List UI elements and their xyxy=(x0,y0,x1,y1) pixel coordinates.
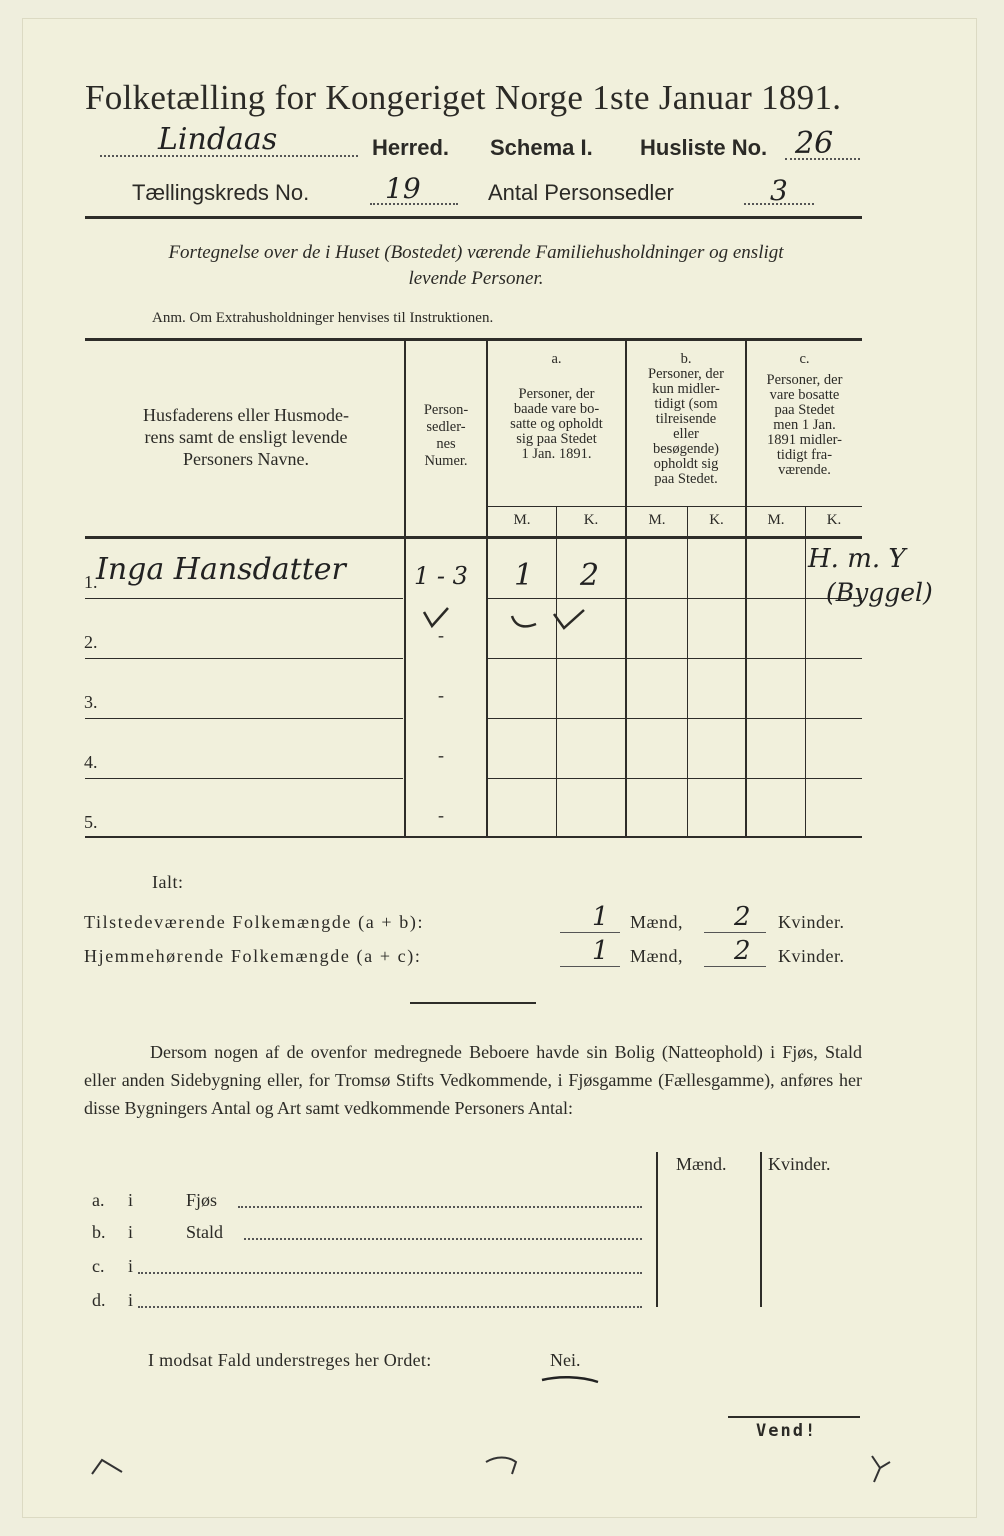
husliste-value: 26 xyxy=(795,126,834,161)
nei-underline xyxy=(540,1372,602,1386)
row-rule-3b xyxy=(488,718,862,719)
check-mark-icon-3 xyxy=(554,610,584,628)
intro-line2: levende Personer. xyxy=(408,268,544,289)
totals-line1-m-line xyxy=(560,932,620,933)
corner-mark-left-icon xyxy=(88,1452,128,1482)
col-header-c-letter: c. xyxy=(799,351,810,367)
totals-line1-k-line xyxy=(704,932,766,933)
building-a-dots xyxy=(238,1206,642,1208)
col-header-names xyxy=(96,404,396,470)
buildings-divider-1 xyxy=(656,1152,658,1307)
col-header-c-l5: 1891 midler- xyxy=(766,432,842,448)
building-c-letter: c. xyxy=(92,1256,105,1276)
col-header-number-l3: nes xyxy=(436,436,456,452)
totals-line1-m: 1 xyxy=(592,902,609,932)
modsat-text: I modsat Fald understreges her Ordet: xyxy=(148,1350,432,1370)
nei-word: Nei. xyxy=(550,1350,581,1370)
col-header-a-l1: Personer, der xyxy=(518,386,595,402)
col-header-b-l2: kun midler- xyxy=(652,381,720,397)
totals-line2-maend: Mænd, xyxy=(630,946,684,966)
row-3-number: 3. xyxy=(84,692,98,712)
building-c-i: i xyxy=(128,1256,134,1276)
a-k-header: K. xyxy=(583,512,599,528)
building-c-dots xyxy=(138,1272,642,1274)
row-1-c-note-2: (Byggel) xyxy=(826,578,933,607)
b-k-header: K. xyxy=(709,512,724,528)
antal-value: 3 xyxy=(770,174,788,207)
col-header-b-l5: eller xyxy=(673,426,699,442)
building-b-label: Stald xyxy=(186,1222,224,1242)
corner-mark-right-icon xyxy=(866,1452,896,1486)
totals-line2-kvinder: Kvinder. xyxy=(778,946,845,966)
row-1-name: Inga Hansdatter xyxy=(96,552,346,587)
col-header-a-letter: a. xyxy=(551,351,562,367)
schema-label: Schema I. xyxy=(490,135,593,160)
a-m-header: M. xyxy=(513,512,531,528)
col-header-b-l3: tidigt (som xyxy=(654,396,718,412)
building-d-i: i xyxy=(128,1290,134,1310)
row-1-a-k: 2 xyxy=(580,558,600,593)
header-rule xyxy=(85,216,862,219)
col-header-names-l1: Husfaderens eller Husmode- xyxy=(143,405,349,425)
form-title: Folketælling for Kongeriget Norge 1ste Januar 1891. xyxy=(85,78,842,117)
col-header-a-l3: satte og opholdt xyxy=(510,416,603,432)
row-rule-2b xyxy=(488,658,862,659)
col-header-b-letter: b. xyxy=(680,351,692,367)
herred-value: Lindaas xyxy=(158,122,278,157)
row-2-personsedler: - xyxy=(438,625,444,645)
col-header-a-l5: 1 Jan. 1891. xyxy=(521,446,592,462)
c-m-header: M. xyxy=(767,512,785,528)
row-2-number: 2. xyxy=(84,632,98,652)
table-bottom-rule xyxy=(85,836,862,838)
buildings-divider-2 xyxy=(760,1152,762,1307)
row-rule-1b xyxy=(488,598,862,599)
taellingskreds-label: Tællingskreds No. xyxy=(132,180,310,205)
vend-label: Vend! xyxy=(756,1421,818,1441)
herred-label: Herred. xyxy=(372,135,450,160)
col-header-number-l1: Person- xyxy=(423,402,469,418)
intro-line1: Fortegnelse over de i Huset (Bostedet) værende Familiehusholdninger og ensligt xyxy=(168,242,784,263)
taellingskreds-value: 19 xyxy=(385,172,421,205)
husliste-label: Husliste No. xyxy=(640,135,768,160)
col-header-c-l1: Personer, der xyxy=(766,372,843,388)
col-divider-a-mk xyxy=(556,506,557,836)
col-header-b-l6: besøgende) xyxy=(652,441,720,457)
col-header-c-l3: paa Stedet xyxy=(774,402,835,418)
col-header-c xyxy=(747,352,862,478)
col-header-c-l6: tidigt fra- xyxy=(776,447,833,463)
col-header-b-l1: Personer, der xyxy=(648,366,724,382)
totals-line2-k-line xyxy=(704,966,766,967)
check-mark-icon-1 xyxy=(424,608,448,626)
col-header-c-l7: værende. xyxy=(778,462,831,478)
row-3-personsedler: - xyxy=(438,685,444,705)
row-5-personsedler: - xyxy=(438,805,444,825)
row-rule-4b xyxy=(488,778,862,779)
col-header-b-l7: opholdt sig xyxy=(653,456,719,472)
row-1-a-m: 1 xyxy=(514,558,534,593)
building-b-letter: b. xyxy=(92,1222,106,1242)
col-divider-c-mk xyxy=(805,506,806,836)
row-1-number: 1. xyxy=(84,572,98,592)
building-paragraph: Dersom nogen af de ovenfor medregnede Beboere havde sin Bolig (Natteophold) i Fjøs, Stald eller anden Sidebygning eller, for Tromsø Stifts Vedkommende, i Fjøsgamme (Fællesgamme), anføres her disse Bygningers Antal og Art samt vedkommende Personers Antal: xyxy=(84,1042,862,1118)
check-mark-icon-2 xyxy=(512,616,536,626)
col-header-a xyxy=(488,352,625,462)
totals-line2-k: 2 xyxy=(734,936,751,966)
col-header-a-l4: sig paa Stedet xyxy=(516,431,597,447)
buildings-kvinder-header: Kvinder. xyxy=(768,1154,831,1174)
totals-line2-m: 1 xyxy=(592,936,609,966)
totals-line1-label: Tilstedeværende Folkemængde (a + b): xyxy=(84,912,425,932)
totals-line2-m-line xyxy=(560,966,620,967)
nei-underline-stroke xyxy=(542,1377,598,1382)
row-4-personsedler: - xyxy=(438,745,444,765)
separator-rule xyxy=(410,1002,536,1004)
check-marks xyxy=(420,604,590,634)
totals-line1-maend: Mænd, xyxy=(630,912,684,932)
row-rule-3 xyxy=(85,718,403,719)
col-header-number-l2: sedler- xyxy=(426,419,466,435)
ialt-label: Ialt: xyxy=(152,872,184,892)
row-rule-1 xyxy=(85,598,403,599)
col-header-names-l3: Personers Navne. xyxy=(183,449,309,469)
row-5-number: 5. xyxy=(84,812,98,832)
row-1-personsedler: 1 - 3 xyxy=(414,562,468,590)
antal-label: Antal Personsedler xyxy=(488,180,674,205)
anm-note: Anm. Om Extrahusholdninger henvises til Instruktionen. xyxy=(152,310,494,326)
building-b-dots xyxy=(244,1238,642,1240)
row-1-c-note-1: H. m. Y xyxy=(808,544,906,574)
c-k-header: K. xyxy=(826,512,842,528)
row-rule-4 xyxy=(85,778,403,779)
buildings-maend-header: Mænd. xyxy=(676,1154,727,1174)
building-a-letter: a. xyxy=(92,1190,105,1210)
col-header-b-l4: tilreisende xyxy=(655,411,717,427)
corner-mark-center-icon xyxy=(482,1448,530,1480)
col-header-names-l2: rens samt de ensligt levende xyxy=(144,427,348,447)
row-4-number: 4. xyxy=(84,752,98,772)
col-header-c-l4: men 1 Jan. xyxy=(773,417,836,433)
b-m-header: M. xyxy=(648,512,666,528)
col-header-number xyxy=(406,402,486,470)
building-a-i: i xyxy=(128,1190,134,1210)
building-d-dots xyxy=(138,1306,642,1308)
totals-line2-label: Hjemmehørende Folkemængde (a + c): xyxy=(84,946,422,966)
col-header-c-l2: vare bosatte xyxy=(769,387,840,403)
totals-line1-kvinder: Kvinder. xyxy=(778,912,845,932)
col-header-b-l8: paa Stedet. xyxy=(654,471,718,487)
col-header-number-l4: Numer. xyxy=(424,453,468,469)
building-b-i: i xyxy=(128,1222,134,1242)
totals-line1-k: 2 xyxy=(734,902,751,932)
vend-rule xyxy=(728,1416,860,1418)
col-divider-b-mk xyxy=(687,506,688,836)
col-header-b xyxy=(627,352,745,487)
row-rule-2 xyxy=(85,658,403,659)
col-header-a-l2: baade vare bo- xyxy=(513,401,600,417)
building-a-label: Fjøs xyxy=(186,1190,218,1210)
building-d-letter: d. xyxy=(92,1290,106,1310)
